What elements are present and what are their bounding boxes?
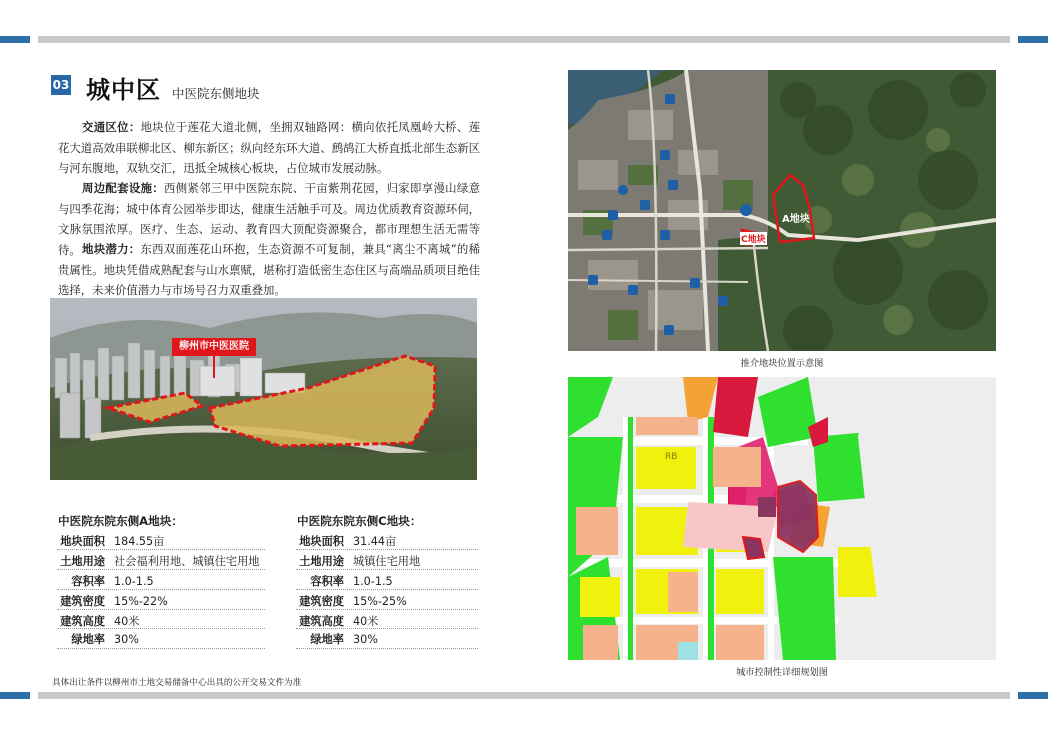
bottom-left-accent-bar: [0, 692, 30, 699]
row-divider: [57, 569, 265, 570]
map-caption: 推介地块位置示意图: [740, 358, 824, 369]
row-divider: [296, 549, 478, 550]
row-divider: [57, 589, 265, 590]
hospital-label: 柳州市中医医院: [179, 341, 249, 352]
row-key: 绿地率: [310, 633, 344, 646]
row-divider: [57, 648, 265, 649]
block-a-row: [49, 531, 164, 551]
plan-caption: 城市控制性详细规划图: [736, 667, 828, 678]
aerial-photo-graphic: [50, 298, 477, 480]
block-a-row: [49, 591, 168, 611]
row-divider: [57, 549, 265, 550]
row-divider: [296, 648, 478, 649]
page-subtitle: 中医院东侧地块: [172, 86, 260, 101]
paragraph-text: 地块位于莲花大道北侧，坐拥双轴路网：横向依托凤凰岭大桥、莲花大道高效串联柳北区、柳东新区；纵向经东环大道、鹧鸪江大桥直抵北部生态新区与河东腹地，双轨交汇，迅抵全城核心板块，占位城市发展动脉。: [58, 120, 480, 175]
row-value: 30%: [114, 632, 139, 646]
row-value: 40米: [114, 615, 140, 628]
row-key: 土地用途: [60, 555, 105, 568]
paragraph-label: 交通区位：: [82, 120, 141, 134]
bottom-grey-bar: [38, 692, 1010, 699]
block-c-row: [288, 531, 396, 551]
plan-label-rb: RB: [665, 452, 678, 462]
footnote: 具体出让条件以柳州市土地交易储备中心出具的公开交易文件为准: [52, 678, 302, 688]
row-value: 40米: [353, 615, 379, 628]
row-key: 地块面积: [299, 535, 344, 548]
map-label-c: C地块: [740, 232, 767, 245]
row-key: 容积率: [71, 575, 105, 588]
block-c-row: [288, 571, 393, 591]
row-divider: [296, 609, 478, 610]
zoning-plan: [568, 377, 996, 660]
paragraph-potential: [58, 239, 480, 301]
row-divider: [57, 609, 265, 610]
top-grey-bar: [38, 36, 1010, 43]
top-left-accent-bar: [0, 36, 30, 43]
row-key: 绿地率: [71, 633, 105, 646]
row-value: 30%: [353, 632, 378, 646]
bottom-right-accent-bar: [1018, 692, 1048, 699]
paragraph-text: 东西双面莲花山环抱，生态资源不可复制，兼具“离尘不离城”的稀贵属性。地块凭借成熟配套与山水禀赋，堪称打造低密生态住区与高端品质项目绝佳选择，未来价值潜力与市场号召力双重叠加。: [58, 242, 480, 297]
row-key: 建筑密度: [299, 595, 344, 608]
block-c-title: 中医院东院东侧C地块：: [297, 514, 422, 528]
location-map: [568, 70, 996, 351]
block-c-row: [288, 551, 420, 571]
paragraph-traffic: [58, 117, 480, 179]
row-key: 建筑密度: [60, 595, 105, 608]
row-value: 15%-22%: [114, 594, 168, 608]
block-a-row: [49, 571, 154, 591]
top-right-accent-bar: [1018, 36, 1048, 43]
paragraph-text: 西侧紧邻三甲中医院东院、干亩紫荆花园，归家即享漫山绿意与四季花海；城中体育公园举步即达，健康生活触手可及。周边优质教育资源环伺，文脉氛围浓厚。医疗、生态、运动、教育四大顶配资源聚合，都市理想生活无需等待。: [58, 181, 480, 257]
block-c-row: [288, 591, 407, 611]
row-key: 容积率: [310, 575, 344, 588]
row-divider: [57, 628, 265, 629]
row-key: 建筑高度: [60, 615, 105, 628]
row-value: 社会福利用地、城镇住宅用地: [114, 555, 260, 568]
row-key: 地块面积: [60, 535, 105, 548]
row-key: 土地用途: [299, 555, 344, 568]
block-a-row: [49, 629, 139, 649]
row-divider: [296, 589, 478, 590]
row-key: 建筑高度: [299, 615, 344, 628]
block-c-row: [288, 629, 378, 649]
row-value: 15%-25%: [353, 594, 407, 608]
row-divider: [296, 628, 478, 629]
paragraph-label: 地块潜力：: [82, 242, 141, 256]
row-divider: [296, 569, 478, 570]
row-value: 31.44亩: [353, 535, 397, 548]
section-number-badge: 03: [51, 75, 71, 95]
row-value: 城镇住宅用地: [353, 555, 421, 568]
row-value: 1.0-1.5: [114, 574, 154, 588]
zoning-plan-graphic: [568, 377, 996, 660]
block-a-row: [49, 551, 259, 571]
page-title: 城中区: [86, 76, 161, 104]
block-a-title: 中医院东院东侧A地块：: [58, 514, 183, 528]
map-label-a: A地块: [782, 214, 810, 225]
paragraph-label: 周边配套设施：: [82, 181, 165, 195]
row-value: 1.0-1.5: [353, 574, 393, 588]
aerial-photo: [50, 298, 477, 480]
row-value: 184.55亩: [114, 535, 165, 548]
